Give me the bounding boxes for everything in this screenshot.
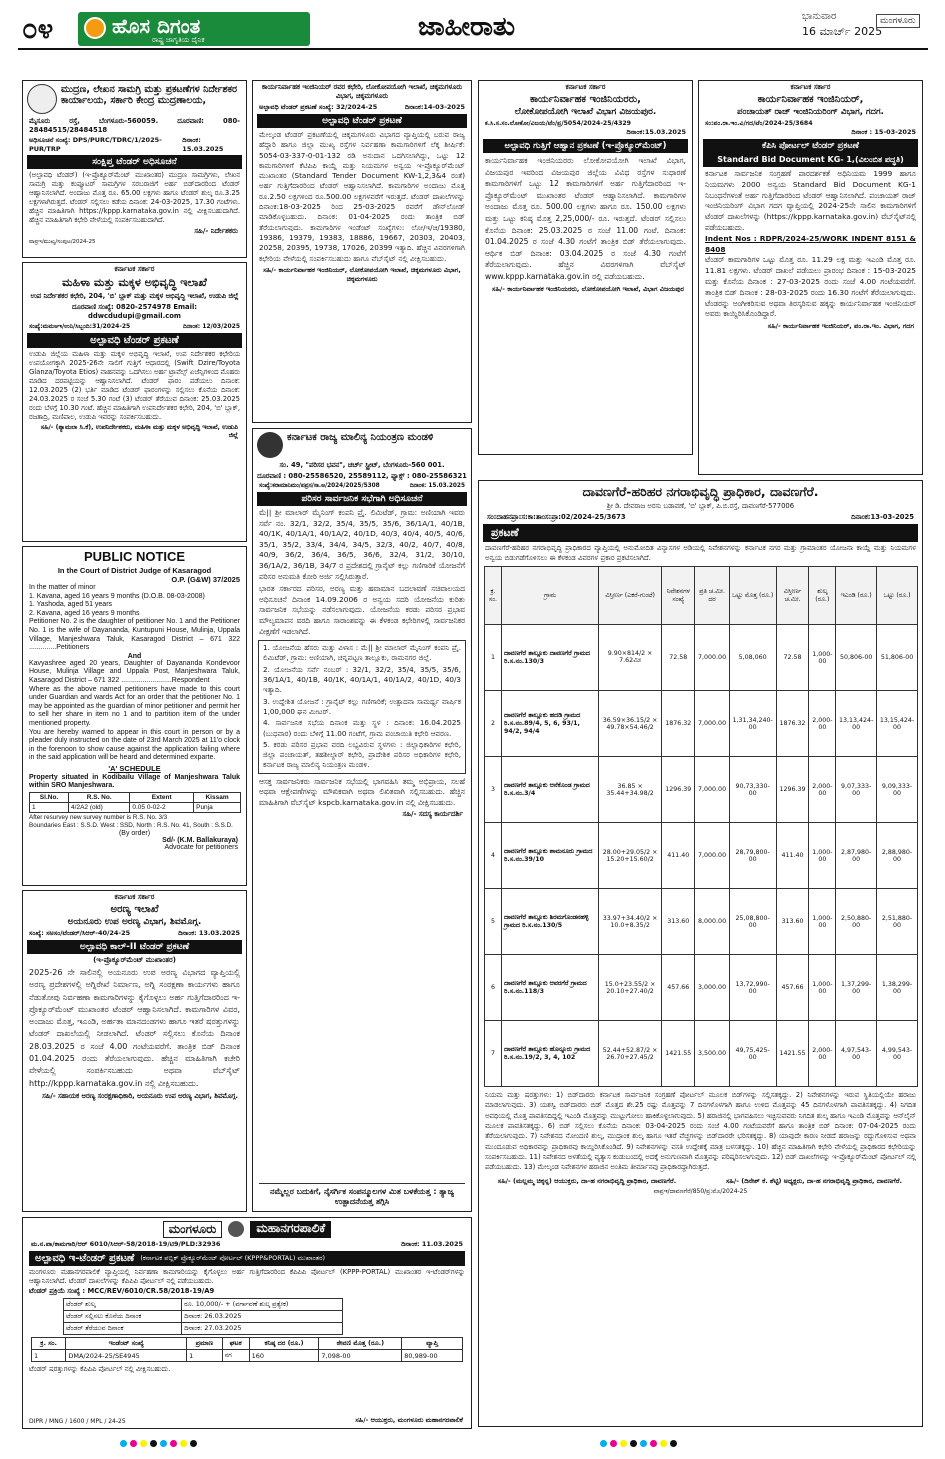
masthead: [18, 10, 928, 50]
ad-body: ಉಡುಪಿ ಜಿಲ್ಲೆಯ ಮಹಿಳಾ ಮತ್ತು ಮಕ್ಕಳ ಅಭಿವೃದ್ಧಿ ಇಲಾಖೆ, ಉಪ ನಿರ್ದೇಶಕರ ಕಛೇರಿಯ ಉಪಯೋಗಕ್ಕಾಗಿ 2025-26ನೇ ಸಾಲಿಗೆ ಗುತ್ತಿಗೆ ಆಧಾರದಲ್ಲಿ (Swift Dzire/Toyota Glanza/Toyota Etios) ವಾಹನವನ್ನು ಒದಗಿಸಲು ಅರ್ಹ ಟ್ರಾವೆಲ್ಸ್ ಏಜೆನ್ಸಿಗಳಿಂದ ಮೊಹರು ಮಾಡಿದ ದರಪಟ್ಟಿಯನ್ನು ಆಹ್ವಾನಿಸಲಾಗಿದೆ. ಟೆಂಡರ್ ಫಾರಂ ಪಡೆಯಲು ದಿನಾಂಕ: 12.03.2025 (2) ಭರ್ತಿ ಮಾಡಿದ ಟೆಂಡರ್ ಫಾರಂಗಳನ್ನು ಸಲ್ಲಿಸಲು ಕೊನೆಯ ದಿನಾಂಕ: 24.03.2025 ರ ಸಂಜೆ 5.30 ಗಂಟೆ (3) ಟೆಂಡರ್ ತೆರೆಯುವ ದಿನಾಂಕ: 25.03.2025 ರಂದು ಬೆಳಗ್ಗೆ 10.30 ಗಂಟೆ. ಹೆಚ್ಚಿನ ಮಾಹಿತಿಗಾಗಿ ಉಪನಿರ್ದೇಶಕರ ಕಛೇರಿ, 204, 'ಬಿ' ಬ್ಲಾಕ್, ರಜತಾದ್ರಿ, ಮಣಿಪಾಲ, ಉಡುಪಿ ಇವರನ್ನು ಸಂಪರ್ಕಿಸಬಹುದು.: [29, 350, 240, 421]
pwd-chikkamagaluru-tender-ad: [252, 80, 472, 423]
wcd-udupi-tender-ad: [22, 262, 247, 542]
table-cell: 2,87,980-00: [836, 823, 877, 889]
ad-ref: ಸಂ:ಪಂ.ರಾ.ಇಂ.ವಿ/ಗದ/ಟೆಂ/2024-25/3684: [705, 120, 813, 127]
notice-court: In the Court of District Judge of Kasaragod: [57, 566, 212, 575]
table-cell: 8,000.00: [695, 889, 729, 955]
table-cell: 1: [30, 803, 69, 813]
table-cell: 4/2A2 (old): [69, 803, 130, 813]
table-cell: 3,500.00: [695, 1021, 729, 1087]
logo-emblem-icon: [84, 17, 106, 39]
table-cell: 7,000.00: [695, 691, 729, 757]
ad-tagline: ನಮ್ಮೆಲ್ಲರ ಬದುಕಿಗೆ, ನೈಸರ್ಗಿಕ ಸಂಪನ್ಮೂಲಗಳ ಮಿತ ಬಳಕೆಯತ್ತ : ತ್ಯಾಜ್ಯ ಉತ್ಪಾದನೆಯತ್ತ ತಗ್ಗಿಸಿ: [259, 1183, 465, 1207]
table-header: ವ್ಯಾಪ್ತಿ: [402, 1338, 463, 1350]
table-cell: ರೂ. 10,000/- + (ವರ್ಗಾವಣೆ ಶುಲ್ಕ ಪ್ರತ್ಯೇಕ): [182, 1299, 343, 1311]
ad-ref: ಕ.ಸಿ.ಸ.ಸಂ.ಲೋಕೋ/ವಿಜಯ/ಟೆಂ/ಪ್ರ/5054/2024-25/4329: [485, 120, 631, 127]
table-cell: 160: [249, 1350, 319, 1362]
ad-heading: ಸಂಕ್ಷಿಪ್ತ ಟೆಂಡರ್ ಅಧಿಸೂಚನೆ: [27, 155, 242, 169]
ad-signature: ಸಹಿ/- (ಶ್ಯಾಮಲಾ ಸಿ.ಕೆ), ಉಪನಿರ್ದೇಶಕರು, ಮಹಿಳಾ ಮತ್ತು ಮಕ್ಕಳ ಅಭಿವೃದ್ಧಿ ಇಲಾಖೆ, ಉಡುಪಿ ಜಿಲ್ಲೆ: [40, 424, 238, 439]
ad-body: ಕರ್ನಾಟಕ ಸಾರ್ವಜನಿಕ ಸಂಗ್ರಹಣೆ ಪಾರದರ್ಶಕತೆ ಅಧಿನಿಯಮ 1999 ಹಾಗೂ ನಿಯಮಗಳು 2000 ಅನ್ವಯ Standard Bid Document KG-1 ನಿಬಂಧನೆಗಳಂತೆ ಅರ್ಹ ಗುತ್ತಿಗೆದಾರರಿಂದ ಟೆಂಡರ್ ಆಹ್ವಾನಿಸಲಾಗಿದೆ. ಪಂಚಾಯತ್ ರಾಜ್ ಇಂಜಿನಿಯರಿಂಗ್ ವಿಭಾಗ ಗದಗ ವ್ಯಾಪ್ತಿಯಲ್ಲಿ 2024-25ನೇ ಸಾಲಿನ ಕಾಮಗಾರಿಗಳಿಗೆ ಟೆಂಡರ್ ದಾಖಲೆಗಳನ್ನು (https://kppp.karnataka.gov.in) ವೆಬ್‌ಸೈಟ್‌ನಲ್ಲಿ ಪಡೆಯಬಹುದು.: [705, 169, 916, 232]
table-header: Sl.No.: [30, 793, 69, 803]
table-cell: 0.05 0-02-2: [130, 803, 194, 813]
table-cell: 1296.39: [776, 757, 809, 823]
table-cell: ದಾವಣಗೆರೆ ತಾಲ್ಲೂಕು ಶಿರಮಗೊಂಡನಹಳ್ಳಿ ಗ್ರಾಮದ ರಿ.ಸ.ನಂ.130/5: [502, 889, 599, 955]
table-cell: 6: [485, 955, 502, 1021]
ad-title: ದಾವಣಗೆರೆ-ಹರಿಹರ ನಗರಾಭಿವೃದ್ಧಿ ಪ್ರಾಧಿಕಾರ, ದಾವಣಗೆರೆ.: [582, 484, 819, 499]
table-cell: 13,15,424-00: [877, 691, 918, 757]
table-cell: 1: [32, 1350, 66, 1362]
table-cell: 80,989-00: [402, 1350, 463, 1362]
table-header: ಶುಲ್ಕ (ರೂ.): [809, 567, 836, 625]
table-cell: ದಾವಣಗೆರೆ ತಾಲ್ಲೂಕು ಆನೆಕೊಂಡ ಗ್ರಾಮದ ರಿ.ಸ.ನಂ.3/4: [502, 757, 599, 823]
ad-notes: ಟೆಂಡರ್ ಷರತ್ತುಗಳನ್ನು ಕೆಪಿಪಿಪಿ ಪೋರ್ಟಲ್ ನಲ್ಲಿ ವೀಕ್ಷಿಸಬಹುದು.: [29, 1365, 171, 1374]
table-row: [485, 691, 918, 757]
ad-intro: ದಾವಣಗೆರೆ-ಹರಿಹರ ನಗರಾಭಿವೃದ್ಧಿ ಪ್ರಾಧಿಕಾರದ ವ್ಯಾಪ್ತಿಯಲ್ಲಿ ಅನುಮೋದಿತ ವಿನ್ಯಾಸಗಳ ಅಡಿಯಲ್ಲಿ ನಿವೇಶನಗಳನ್ನು ಕರ್ನಾಟಕ ನಗರ ಮತ್ತು ಗ್ರಾಮಾಂತರ ಯೋಜನಾ ಕಾಯ್ದೆ ಮತ್ತು ನಿಯಮಗಳ ಅನ್ವಯ ಬಿಡುಗಡೆಗೊಳಿಸಲು ಈ ಕೆಳಕಂಡ ವಿವರಗಳ ಪ್ರಕಾರ ಪ್ರಕಟಿಸಲಾಗಿದೆ.: [485, 544, 916, 562]
ad-signature: ಸಹಿ/- ನಿರ್ದೇಶಕರು: [194, 227, 238, 235]
ad-ref: ಸಂಖ್ಯೆ: ಸಅಸಂ/ಟೆಂಡರ್/ಸಿಆರ್-40/24-25: [29, 929, 131, 937]
table-cell: 1,38,299-00: [877, 955, 918, 1021]
notice-advocate: Advocate for petitioners: [164, 844, 238, 852]
indent-table: [31, 1337, 463, 1362]
table-cell: 7,000.00: [695, 823, 729, 889]
ad-date: ದಿನಾಂಕ: 13.03.2025: [178, 929, 240, 937]
table-header: ಕನಿಷ್ಠ ದರ (ರೂ.): [249, 1338, 319, 1350]
table-cell: 52.44+52.87/2 × 26.70+27.45/2: [599, 1021, 662, 1087]
table-cell: 1876.32: [776, 691, 809, 757]
table-cell: 1,31,34,240-00: [729, 691, 776, 757]
ad-dept: ಪಂಚಾಯತ್ ರಾಜ್ ಇಂಜಿನಿಯರಿಂಗ್ ವಿಭಾಗ, ಗದಗ.: [737, 107, 884, 117]
edition-day: ಭಾನುವಾರ: [802, 11, 837, 22]
table-cell: 1: [187, 1350, 223, 1362]
ad-address: ಶ್ರೀ ಡಿ. ದೇವರಾಜ ಅರಸು ಬಡಾವಣೆ, 'ಬಿ' ಬ್ಲಾಕ್, ಪಿ.ಬಿ.ರಸ್ತೆ, ದಾವಣಗೆರೆ-577006: [606, 502, 795, 510]
table-header: ಗ್ರಾಮ: [502, 567, 599, 625]
ad-signature: ಸಹಿ/- ಸಹಾಯಕ ಅರಣ್ಯ ಸಂರಕ್ಷಣಾಧಿಕಾರಿ, ಅಯನೂರು ಉಪ ಅರಣ್ಯ ವಿಭಾಗ, ಶಿವಮೊಗ್ಗ.: [42, 1091, 238, 1100]
ad-gov-label: ಕರ್ನಾಟಕ ಸರ್ಕಾರ: [565, 83, 606, 91]
ad-terms: ನಿಯಮ ಮತ್ತು ಷರತ್ತುಗಳು: 1) ಬಿಡ್‌ದಾರರು ಕರ್ನಾಟಕ ಸಾರ್ವಜನಿಕ ಸಂಗ್ರಹಣೆ ಪೋರ್ಟಲ್ ಮೂಲಕ ಬಿಡ್‌ಗಳನ್ನು ಸಲ್ಲಿಸತಕ್ಕದ್ದು. 2) ನಿವೇಶನಗಳನ್ನು ಇರುವ ಸ್ಥಿತಿಯಲ್ಲಿಯೇ ಹರಾಜು ಮಾಡಲಾಗುವುದು. 3) ಯಶಸ್ವಿ ಬಿಡ್‌ದಾರರು ಬಿಡ್ ಮೊತ್ತದ ಶೇ.25 ರಷ್ಟು ಮೊತ್ತವನ್ನು 7 ದಿನಗಳೊಳಗಾಗಿ ಹಾಗೂ ಉಳಿದ ಮೊತ್ತವನ್ನು 45 ದಿನಗಳೊಳಗಾಗಿ ಪಾವತಿಸತಕ್ಕದ್ದು. 4) ನಿಗದಿತ ಅವಧಿಯಲ್ಲಿ ಮೊತ್ತ ಪಾವತಿಸದಿದ್ದಲ್ಲಿ ಇಎಂಡಿ ಮೊತ್ತವನ್ನು ಮುಟ್ಟುಗೋಲು ಹಾಕಿಕೊಳ್ಳಲಾಗುವುದು. 5) ಹರಾಜಿನಲ್ಲಿ ಭಾಗವಹಿಸಲು ಇಚ್ಛಿಸುವವರು ನಿಗದಿತ ಶುಲ್ಕ ಹಾಗೂ ಇಎಂಡಿ ಮೊತ್ತವನ್ನು ಆನ್‌ಲೈನ್ ಮೂಲಕ ಪಾವತಿಸತಕ್ಕದ್ದು. 6) ಬಿಡ್ ಸಲ್ಲಿಸಲು ಕೊನೆಯ ದಿನಾಂಕ: 03-04-2025 ರಂದು ಸಂಜೆ 4.00 ಗಂಟೆಯವರೆಗೆ ಹಾಗೂ ತಾಂತ್ರಿಕ ಬಿಡ್ ದಿನಾಂಕ: 07-04-2025 ರಂದು ತೆರೆಯಲಾಗುವುದು. 7) ನಿವೇಶನದ ನೋಂದಣಿ ಶುಲ್ಕ, ಮುದ್ರಾಂಕ ಶುಲ್ಕ ಹಾಗೂ ಇತರೆ ವೆಚ್ಚಗಳನ್ನು ಬಿಡ್‌ದಾರರೇ ಭರಿಸತಕ್ಕದ್ದು. 8) ಯಾವುದೇ ಕಾರಣ ನೀಡದೆ ಹರಾಜನ್ನು ರದ್ದುಗೊಳಿಸುವ ಅಥವಾ ಮುಂದೂಡುವ ಅಧಿಕಾರವನ್ನು ಪ್ರಾಧಿಕಾರವು ಕಾಯ್ದಿರಿಸಿಕೊಂಡಿದೆ. 9) ನಿವೇಶನಗಳನ್ನು ವಸತಿ ಉದ್ದೇಶಕ್ಕೆ ಮಾತ್ರ ಬಳಸತಕ್ಕದ್ದು. 10) ಹೆಚ್ಚಿನ ಮಾಹಿತಿಗಾಗಿ ಕಛೇರಿ ವೇಳೆಯಲ್ಲಿ ಪ್ರಾಧಿಕಾರದ ಕಛೇರಿಯನ್ನು ಸಂಪರ್ಕಿಸಬಹುದು. 11) ನಿವೇಶನದ ಅಳತೆಯಲ್ಲಿ ವ್ಯತ್ಯಾಸ ಕಂಡುಬಂದಲ್ಲಿ ಅದಕ್ಕೆ ಅನುಗುಣವಾಗಿ ಮೊತ್ತವನ್ನು ಪರಿಷ್ಕರಿಸಲಾಗುವುದು. 12) ಬಿಡ್ ದಾಖಲೆಗಳನ್ನು ಇ-ಪ್ರೊಕ್ಯೂರ್‌ಮೆಂಟ್ ಪೋರ್ಟಲ್ ನಲ್ಲಿ ಪಡೆಯಬಹುದು. 13) ಮೇಲ್ಕಂಡ ನಿವೇಶನಗಳ ಹರಾಜಿನ ಅಂತಿಮ ತೀರ್ಮಾನವು ಪ್ರಾಧಿಕಾರದ್ದಾಗಿರುತ್ತದೆ.: [485, 1091, 916, 1172]
table-header: R.S. No.: [69, 793, 130, 803]
notice-body-3: Where as the above named petitioners have made to this court under Guardian and wards Act for an order that the petitioner No. 1 may be appointed as the guardian of minor petitioner and permit her to sell her share in item no 1 and to partition item of the under mentioned property.: [29, 685, 240, 727]
ad-code: ವಾಪ್ರಇ/ದಾವಣಗೆರೆ/850/ಪ್ರ:ಮೊ/2024-25: [653, 1187, 748, 1195]
ad-subheading: Standard Bid Document KG- 1,(ವಿಲಂಬಿತ ಪದ್ಧತಿ): [703, 153, 918, 167]
table-cell: 1,000-00: [809, 889, 836, 955]
table-row: [485, 625, 918, 691]
ad-subheading: (ಕರ್ನಾಟಕ ಪಬ್ಲಿಕ್ ಪ್ರೊಕ್ಯೂರ್‌ಮೆಂಟ್ ಪೋರ್ಟಲ್ (KPPP&PORTAL) ಮುಖಾಂತರ): [140, 1254, 326, 1262]
page-number: ೦೪: [22, 12, 54, 45]
table-row: [64, 1311, 343, 1323]
ad-signature: ಸಹಿ/- ಕಾರ್ಯನಿರ್ವಾಹಕ ಇಂಜಿನಿಯರ್, ಲೋಕೋಪಯೋಗಿ ಇಲಾಖೆ, ಚಿಕ್ಕಮಗಳೂರು ವಿಭಾಗ, ಚಿಕ್ಕಮಗಳೂರು: [263, 265, 461, 283]
ad-heading: ಪರಿಸರ ಸಾರ್ವಜನಿಕ ಸಭೆಗಾಗಿ ಅಧಿಸೂಚನೆ: [257, 492, 467, 506]
table-cell: ದಿನಾಂಕ: 26.03.2025: [182, 1311, 343, 1323]
print-registration-marks: [120, 1440, 197, 1447]
ad-body-3: ಆಸಕ್ತ ಸಾರ್ವಜನಿಕರು ಸಾರ್ವಜನಿಕ ಸಭೆಯಲ್ಲಿ ಭಾಗವಹಿಸಿ ತಮ್ಮ ಅಭಿಪ್ರಾಯ, ಸಲಹೆ ಅಥವಾ ಆಕ್ಷೇಪಣೆಗಳನ್ನು ಮೌಖಿಕವಾಗಿ ಅಥವಾ ಲಿಖಿತವಾಗಿ ಸಲ್ಲಿಸಬಹುದು. ಹೆಚ್ಚಿನ ಮಾಹಿತಿಗಾಗಿ ವೆಬ್‌ಸೈಟ್ kspcb.karnataka.gov.in ನಲ್ಲಿ ವೀಕ್ಷಿಸಬಹುದು.: [259, 776, 465, 807]
table-row: [30, 803, 241, 813]
table-cell: 1296.39: [662, 757, 695, 823]
table-header: ಇಎಂಡಿ (ರೂ.): [836, 567, 877, 625]
ad-title: ಮಹಾನಗರಪಾಲಿಕೆ: [250, 1221, 331, 1238]
ad-signature-2: ಸಹಿ/- (ದಿನೇಶ್ ಕೆ. ಶೆಟ್ಟಿ) ಅಧ್ಯಕ್ಷರು, ದಾ-ಹ ನಗರಾಭಿವೃದ್ಧಿ ಪ್ರಾಧಿಕಾರ, ದಾವಣಗೆರೆ.: [725, 1176, 902, 1185]
dhuda-site-auction-ad: [478, 480, 923, 1427]
logo-subtitle: ರಾಷ್ಟ್ರ ಜಾಗೃತಿಯ ದೈನಿಕ: [152, 36, 205, 44]
ad-indent: Indent Nos : RDPR/2024-25/WORK_INDENT 8151 & 8408: [705, 233, 916, 254]
table-cell: 3,000.00: [695, 955, 729, 1021]
ad-ref: ಸಂ:ದಾಹನಪ್ರಾ:ಸ:ಕಾ:ತಾಂಸ:ಪ್ರಾ:02/2024-25/3673: [487, 513, 626, 521]
notice-party-1: 1. Kavana, aged 16 years 9 months (D.O.B. 08-03-2008): [29, 592, 205, 600]
table-cell: ದಾವಣಗೆರೆ ತಾಲ್ಲೂಕು ದಾವಣಗೆರೆ ಗ್ರಾಮದ ರಿ.ಸ.ನಂ.130/3: [502, 625, 599, 691]
table-row: [485, 823, 918, 889]
ad-body-1: ಮೆ|| ಶ್ರೀ ಮಾಲಾರ್ ಮೈನಿಂಗ್ ಕಂಪನಿ ಪ್ರೈ. ಲಿಮಿಟೆಡ್, ಗ್ರಾಮ: ಅಣಿಯಾಗಿ ಇವರು ಸರ್ವೆ ನಂ. 32/1, 32/2, 35/4, 35/5, 35/6, 36/1A/1, 40/1B, 40/1K, 40/1A/1, 40/1A/2, 40/1D, 40/3, 40/4, 40/5, 40/6, 35/1, 35/2, 33/4, 34/4, 34/5, 32/3, 40/2, 40/7, 40/8, 40/9, 36/2, 36/4, 36/5, 36/6, 32/4, 31/2, 30/10, 36/1A/2, 36/1B, 34/7 ರ ಪ್ರದೇಶದಲ್ಲಿ ಗ್ರಾನೈಟ್ ಕಲ್ಲು ಗಣಿಗಾರಿಕೆ ಯೋಜನೆಗೆ ಪರಿಸರ ಅನುಮತಿ ಕೋರಿ ಅರ್ಜಿ ಸಲ್ಲಿಸಿರುತ್ತಾರೆ.: [259, 508, 465, 581]
notice-op: O.P. (G&W) 37/2025: [171, 575, 240, 584]
logo-text: ಹೊಸ ದಿಗಂತ: [112, 14, 201, 38]
table-header: ಒಟ್ಟು ಮೊತ್ತ (ರೂ.): [729, 567, 776, 625]
table-row: [64, 1299, 343, 1311]
table-cell: 1421.55: [776, 1021, 809, 1087]
mcc-logo-icon: [228, 1221, 244, 1237]
ad-date: ದಿನಾಂಕ: 12/03/2025: [183, 323, 240, 330]
notice-matter: In the matter of minor: [29, 584, 96, 591]
table-cell: 72.58: [662, 625, 695, 691]
printing-dept-tender-ad: [22, 80, 247, 258]
ad-code: DIPR / MNG / 1600 / MPL / 24-25: [29, 1418, 126, 1425]
ad-gov-label: ಕರ್ನಾಟಕ ಸರ್ಕಾರ: [114, 265, 155, 273]
table-header: Kissam: [194, 793, 241, 803]
ad-body: ಕಾರ್ಯನಿರ್ವಾಹಕ ಇಂಜಿನಿಯರರು ಲೋಕೋಪಯೋಗಿ ಇಲಾಖೆ ವಿಭಾಗ, ವಿಜಯಪುರ ಇವರಿಂದ ವಿಜಯಪುರ ಜಿಲ್ಲೆಯ ವಿವಿಧ ರಸ್ತೆಗಳ ಸುಧಾರಣೆ ಕಾಮಗಾರಿಗಳಿಗೆ ಒಟ್ಟು 12 ಕಾಮಗಾರಿಗಳಿಗೆ ಅರ್ಹ ಗುತ್ತಿಗೆದಾರರಿಂದ ಇ-ಪ್ರೊಕ್ಯೂರ್‌ಮೆಂಟ್ ಮುಖಾಂತರ ಟೆಂಡರ್ ಆಹ್ವಾನಿಸಲಾಗಿದೆ. ಕಾಮಗಾರಿಗಳ ಅಂದಾಜು ಮೊತ್ತ ರೂ. 500.00 ಲಕ್ಷಗಳು ಹಾಗೂ ರೂ. 150.00 ಲಕ್ಷಗಳು ಮತ್ತು ಒಟ್ಟು ಕನಿಷ್ಠ ಮೊತ್ತ 2,25,000/- ರೂ. ಇರುತ್ತದೆ. ಟೆಂಡರ್ ಸಲ್ಲಿಸಲು ಕೊನೆಯ ದಿನಾಂಕ: 25.03.2025 ರ ಸಂಜೆ 11.00 ಗಂಟೆ. ದಿನಾಂಕ: 01.04.2025 ರ ಸಂಜೆ 4.30 ಗಂಟೆಗೆ ತಾಂತ್ರಿಕ ಬಿಡ್ ತೆರೆಯಲಾಗುವುದು. ಆರ್ಥಿಕ ಬಿಡ್ ದಿನಾಂಕ: 03.04.2025 ರ ಸಂಜೆ 4.30 ಗಂಟೆಗೆ ತೆರೆಯಲಾಗುವುದು. ಹೆಚ್ಚಿನ ವಿವರಗಳಿಗಾಗಿ ವೆಬ್‌ಸೈಟ್ www.kppp.karnataka.gov.in ರಲ್ಲಿ ಪಡೆಯಬಹುದು.: [485, 156, 686, 281]
table-header: ವಿಸ್ತೀರ್ಣ (ಎಕರೆ-ಗುಂಟೆ): [599, 567, 662, 625]
forest-dept-tender-ad: [22, 890, 247, 1212]
ad-office: ಕಾರ್ಯನಿರ್ವಾಹಕ ಇಂಜಿನಿಯರ್ ರವರ ಕಛೇರಿ, ಲೋಕೋಪಯೋಗಿ ಇಲಾಖೆ, ಚಿಕ್ಕಮಗಳೂರು ವಿಭಾಗ, ಚಿಕ್ಕಮಗಳೂರು: [261, 83, 463, 100]
table-cell: 1876.32: [662, 691, 695, 757]
ad-city: ಮಂಗಳೂರು: [163, 1221, 223, 1238]
table-cell: ಟೆಂಡರ್ ತೆರೆಯುವ ದಿನಾಂಕ: [64, 1323, 182, 1335]
table-cell: 4,97,543-00: [836, 1021, 877, 1087]
ad-title: ಮಹಿಳಾ ಮತ್ತು ಮಕ್ಕಳ ಅಭಿವೃದ್ಧಿ ಇಲಾಖೆ: [62, 276, 207, 289]
table-cell: 49,75,425-00: [729, 1021, 776, 1087]
section-title: ಜಾಹೀರಾತು: [418, 12, 515, 42]
ad-date: ದಿನಾಂಕ: 11.03.2025: [401, 1240, 463, 1248]
ad-gov-label: ಕರ್ನಾಟಕ ಸರ್ಕಾರ: [790, 83, 831, 91]
list-item: 4. ಸಾರ್ವಜನಿಕ ಸಭೆಯ ದಿನಾಂಕ ಮತ್ತು ಸ್ಥಳ : ದಿನಾಂಕ: 16.04.2025 (ಬುಧವಾರ) ರಂದು ಬೆಳಿಗ್ಗೆ 11.00 ಗಂಟೆಗೆ, ಗ್ರಾಮ ಪಂಚಾಯಿತಿ ಕಛೇರಿ ಆವರಣ.: [263, 718, 461, 738]
table-header: ನಿವೇಶನಗಳ ಸಂಖ್ಯೆ: [662, 567, 695, 625]
ad-body: 2025-26 ನೇ ಸಾಲಿನಲ್ಲಿ ಅಯನೂರು ಉಪ ಅರಣ್ಯ ವಿಭಾಗದ ವ್ಯಾಪ್ತಿಯಲ್ಲಿ ಅರಣ್ಯ ಪ್ರದೇಶಗಳಲ್ಲಿ ಅಗ್ನಿರೇಖೆ ನಿರ್ಮಾಣ, ಅಗ್ನಿ ಸಂರಕ್ಷಣಾ ಕಾರ್ಯಗಳು ಹಾಗೂ ನೆಡುತೋಪು ನಿರ್ವಹಣಾ ಕಾಮಗಾರಿಗಳನ್ನು ಕೈಗೊಳ್ಳಲು ಅರ್ಹ ಗುತ್ತಿಗೆದಾರರಿಂದ ಇ-ಪ್ರೊಕ್ಯೂರ್‌ಮೆಂಟ್ ಮುಖಾಂತರ ಟೆಂಡರ್ ಆಹ್ವಾನಿಸಲಾಗಿದೆ. ಕಾಮಗಾರಿಗಳ ವಿವರ, ಅಂದಾಜು ಮೊತ್ತ, ಇಎಂಡಿ, ಅರ್ಹತಾ ಮಾನದಂಡಗಳು ಹಾಗೂ ಇತರೆ ಷರತ್ತುಗಳನ್ನು ಟೆಂಡರ್ ದಾಖಲೆಯಲ್ಲಿ ನೀಡಲಾಗಿದೆ. ಟೆಂಡರ್ ಸಲ್ಲಿಸಲು ಕೊನೆಯ ದಿನಾಂಕ 28.03.2025 ರ ಸಂಜೆ 4.00 ಗಂಟೆಯವರೆಗೆ. ತಾಂತ್ರಿಕ ಬಿಡ್ ದಿನಾಂಕ 01.04.2025 ರಂದು ತೆರೆಯಲಾಗುವುದು. ಹೆಚ್ಚಿನ ಮಾಹಿತಿಗಾಗಿ ಕಚೇರಿ ವೇಳೆಯಲ್ಲಿ ಸಂಪರ್ಕಿಸಬಹುದು ಅಥವಾ ವೆಬ್‌ಸೈಟ್ http://kppp.karnataka.gov.in ನಲ್ಲಿ ವೀಕ್ಷಿಸಬಹುದು.: [29, 968, 240, 1088]
site-table: [484, 566, 918, 1087]
table-cell: ದಾವಣಗೆರೆ ತಾಲ್ಲೂಕು ಶಾಮನೂರು ಗ್ರಾಮದ ರಿ.ಸ.ನಂ.39/10: [502, 823, 599, 889]
ad-dept: ಲೋಕೋಪಯೋಗಿ ಇಲಾಖೆ ವಿಭಾಗ ವಿಜಯಪುರ.: [514, 107, 657, 117]
ad-heading: ಪ್ರಕಟಣೆ: [483, 524, 918, 542]
ad-date: ದಿನಾಂಕ:14-03-2025: [404, 103, 465, 111]
table-cell: 3: [485, 757, 502, 823]
table-cell: 7,000.00: [695, 757, 729, 823]
table-cell: 411.40: [662, 823, 695, 889]
table-cell: 457.66: [776, 955, 809, 1021]
notice-order: (By order): [118, 830, 151, 838]
ad-date: ದಿನಾಂಕ:13-03-2025: [851, 513, 914, 521]
table-cell: DMA/2024-25/SE4945: [66, 1350, 187, 1362]
table-cell: 1,000-00: [809, 625, 836, 691]
ad-title: ಕಾರ್ಯನಿರ್ವಾಹಕ ಇಂಜಿನಿಯರ್,: [757, 94, 864, 105]
table-cell: 2,000-00: [809, 1021, 836, 1087]
table-cell: ಟೆಂಡರ್ ಸಲ್ಲಿಸಲು ಕೊನೆಯ ದಿನಾಂಕ: [64, 1311, 182, 1323]
table-header: ಇಂಡೆಂಟ್ ಸಂಖ್ಯೆ: [66, 1338, 187, 1350]
print-registration-marks: [600, 1440, 677, 1447]
table-cell: 2,88,980-00: [877, 823, 918, 889]
list-item: 1. ಯೋಜನೆಯ ಹೆಸರು ಮತ್ತು ವಿಳಾಸ : ಮೆ|| ಶ್ರೀ ಮಾಲಾರ್ ಮೈನಿಂಗ್ ಕಂಪನಿ ಪ್ರೈ. ಲಿಮಿಟೆಡ್, ಗ್ರಾಮ: ಅಣಿಯಾಗಿ, ಚನ್ನಪಟ್ಟಣ ತಾಲ್ಲೂಕು, ರಾಮನಗರ ಜಿಲ್ಲೆ.: [263, 643, 461, 663]
table-header: ಕ್ರ. ಸಂ.: [32, 1338, 66, 1350]
table-cell: 25,08,800-00: [729, 889, 776, 955]
ad-heading: ಅಲ್ಪಾವಧಿ ಟೆಂಡರ್ ಪ್ರಕಟಣೆ: [257, 114, 467, 128]
ad-body: (ಅಲ್ಪಾವಧಿ ಟೆಂಡರ್) (ಇ-ಪ್ರೊಕ್ಯೂರ್‌ಮೆಂಟ್ ಮುಖಾಂತರ) ಮುದ್ರಣ ಸಾಮಗ್ರಿಗಳು, ಲೇಖನ ಸಾಮಗ್ರಿ ಮತ್ತು ಕಂಪ್ಯೂಟರ್ ಸಾಮಗ್ರಿಗಳ ಸರಬರಾಜಿಗೆ ಅರ್ಹ ಬಿಡ್‌ದಾರರಿಂದ ಟೆಂಡರ್ ಆಹ್ವಾನಿಸಲಾಗಿದೆ. ಅಂದಾಜು ಮೊತ್ತ ರೂ. 65.00 ಲಕ್ಷಗಳು ಹಾಗೂ ಟೆಂಡರ್ ಶುಲ್ಕ ರೂ.3.25 ಲಕ್ಷಗಳಾಗಿರುತ್ತದೆ. ಟೆಂಡರ್ ಸಲ್ಲಿಸಲು ಕಡೆಯ ದಿನಾಂಕ: 24-03-2025, 17.30 ಗಂಟೆಗಳು. ಹೆಚ್ಚಿನ ಮಾಹಿತಿಗಾಗಿ https://kppp.karnataka.gov.in ನಲ್ಲಿ ವೀಕ್ಷಿಸಬಹುದಾಗಿದೆ. ಹೆಚ್ಚಿನ ಮಾಹಿತಿಗಾಗಿ ಕಛೇರಿ ವೇಳೆಯಲ್ಲಿ ಸಂಪರ್ಕಿಸಬಹುದಾಗಿದೆ.: [29, 171, 240, 224]
table-cell: Punja: [194, 803, 241, 813]
ad-body: ಮಂಗಳೂರು ಮಹಾನಗರಪಾಲಿಕೆ ವ್ಯಾಪ್ತಿಯಲ್ಲಿ ನಿರ್ವಹಣಾ ಕಾಮಗಾರಿಯನ್ನು ಕೈಗೊಳ್ಳಲು ಅರ್ಹ ಗುತ್ತಿಗೆದಾರರಿಂದ ಕೆಪಿಪಿಪಿ ಪೋರ್ಟಲ್ (KPPP-PORTAL) ಮುಖಾಂತರ ಇ-ಟೆಂಡರ್‌ಗಳನ್ನು ಆಹ್ವಾನಿಸಲಾಗಿದೆ. ಟೆಂಡರ್ ದಾಖಲೆಗಳನ್ನು ಕೆಪಿಪಿಪಿ ಪೋರ್ಟಲ್ ನಲ್ಲಿ ಪಡೆಯಬಹುದು.: [29, 1268, 465, 1285]
table-cell: 4: [485, 823, 502, 889]
list-item: 3. ಉದ್ದೇಶಿತ ಯೋಜನೆ : ಗ್ರಾನೈಟ್ ಕಲ್ಲು ಗಣಿಗಾರಿಕೆ; ಉತ್ಪಾದನಾ ಸಾಮರ್ಥ್ಯ ವಾರ್ಷಿಕ 1,00,000 ಘನ ಮೀಟರ್.: [263, 696, 461, 716]
ad-signature-1: ಸಹಿ/- (ಮಲ್ಲಮ್ಮ ಚಿಕ್ಕನ್ನ) ಆಯುಕ್ತರು, ದಾ-ಹ ನಗರಾಭಿವೃದ್ಧಿ ಪ್ರಾಧಿಕಾರ, ದಾವಣಗೆರೆ.: [497, 1176, 677, 1185]
table-cell: 33.97+34.40/2 × 10.0+8.35/2: [599, 889, 662, 955]
ad-heading: ಅಲ್ಪಾವಧಿ ಟೆಂಡರ್ ಪ್ರಕಟಣೆ: [27, 333, 242, 348]
table-row: [64, 1323, 343, 1335]
kspcb-logo-icon: [257, 432, 283, 458]
mcc-etender-ad: [22, 1217, 472, 1429]
edition-city: ಮಂಗಳೂರು: [876, 14, 920, 28]
ad-phone: ದೂರವಾಣಿ ಸಂಖ್ಯೆ: 0820-2574978 Email: ddwcdudupi@gmail.com: [71, 303, 198, 320]
table-cell: ದಾವಣಗೆರೆ ತಾಲ್ಲೂಕು ಆವರಗೆರೆ ಗ್ರಾಮದ ರಿ.ಸ.ನಂ.118/3: [502, 955, 599, 1021]
table-cell: 50,806-00: [836, 625, 877, 691]
table-cell: 457.66: [662, 955, 695, 1021]
ad-signature: ಸಹಿ/- ಕಾರ್ಯನಿರ್ವಾಹಕ ಇಂಜಿನಿಯರರು, ಲೋಕೋಪಯೋಗಿ ಇಲಾಖೆ, ವಿಭಾಗ ವಿಜಯಪುರ: [492, 284, 684, 293]
table-cell: 1,000-00: [809, 823, 836, 889]
gov-emblem-icon: [27, 84, 57, 114]
table-cell: 313.60: [662, 889, 695, 955]
notice-boundaries: Boundaries East : S.S.D. West : SSD, North : R.S. No. 41, South : S.S.D.: [29, 822, 233, 830]
table-cell: ಟೆಂಡರ್ ಶುಲ್ಕ: [64, 1299, 182, 1311]
ad-code: ವಾಪ್ರಇ/ಮುಖ್ಯ/ಸಂಪುಟ/2024-25: [29, 239, 96, 245]
ad-title: ಕರ್ನಾಟಕ ರಾಜ್ಯ ಮಾಲಿನ್ಯ ನಿಯಂತ್ರಣ ಮಂಡಳಿ: [287, 432, 434, 443]
table-cell: 72.58: [776, 625, 809, 691]
notice-body-2: Kavyashree aged 20 years, Daughter of Dayananda Kondevoor House, Mulinja Village and Uppala Post, Manjeshwara Taluk, Kasaragod District – 671 322 ..........................Respondent: [29, 659, 240, 684]
table-row: [485, 889, 918, 955]
ad-tender-no: ಟೆಂಡರ್ ಪ್ರಕ್ರಿಯೆ ಸಂಖ್ಯೆ : MCC/REV/6010/CR.58/2018-19/A9: [29, 1287, 215, 1295]
notice-signature: Sd/- (K.M. Ballakuraya): [162, 837, 238, 845]
ad-subheading: (ಇ-ಪ್ರೊಕ್ಯೂರ್‌ಮೆಂಟ್ ಮುಖಾಂತರ): [93, 956, 176, 964]
table-cell: 36.85 × 35.44+34.98/2: [599, 757, 662, 823]
list-item: 5. ಕರಡು ಪರಿಸರ ಪ್ರಭಾವ ವರದಿ ಲಭ್ಯವಿರುವ ಸ್ಥಳಗಳು : ಜಿಲ್ಲಾಧಿಕಾರಿಗಳ ಕಛೇರಿ, ಜಿಲ್ಲಾ ಪಂಚಾಯತ್, ತಹಶೀಲ್ದಾರ್ ಕಛೇರಿ, ಪ್ರಾದೇಶಿಕ ಪರಿಸರ ಅಧಿಕಾರಿಗಳ ಕಛೇರಿ, ಕರ್ನಾಟಕ ರಾಜ್ಯ ಮಾಲಿನ್ಯ ನಿಯಂತ್ರಣ ಮಂಡಳಿ.: [263, 739, 461, 770]
table-cell: 15.0+23.55/2 × 20.10+27.40/2: [599, 955, 662, 1021]
table-cell: 2,000-00: [809, 691, 836, 757]
table-header: ಪ್ರಮಾಣ: [187, 1338, 223, 1350]
table-cell: 28.00+29.05/2 × 15.20+15.60/2: [599, 823, 662, 889]
public-notice: [22, 546, 247, 886]
ad-heading: ಅಲ್ಪಾವಧಿ ಗುತ್ತಿಗೆ ಆಹ್ವಾನ ಪ್ರಕಟಣೆ (ಇ-ಪ್ರೊಕ್ಯೂರ್‌ಮೆಂಟ್): [483, 139, 688, 153]
notice-schedule: 'A' SCHEDULE: [108, 763, 161, 773]
table-cell: 4,99,543-00: [877, 1021, 918, 1087]
table-cell: 2,51,880-00: [877, 889, 918, 955]
list-item: 2. ಯೋಜನೆಯ ಸರ್ವೆ ನಂಬರ್ : 32/1, 32/2, 35/4, 35/5, 35/6, 36/1A/1, 40/1B, 40/1K, 40/1A/1, 40/1A/2, 40/1D, 40/3 ಇತ್ಯಾದಿ.: [263, 664, 461, 695]
ad-title: ಅರಣ್ಯ ಇಲಾಖೆ: [110, 904, 159, 915]
ad-signature: ಸಹಿ/- ಸದಸ್ಯ ಕಾರ್ಯದರ್ಶಿ: [402, 810, 463, 819]
schedule-table: [29, 792, 241, 813]
ad-ref: ಅಲ್ಪಾವಧಿ ಟೆಂಡರ್ ಪ್ರಕಟಣೆ ಸಂಖ್ಯೆ: 32/2024-25: [259, 103, 378, 111]
table-header: ಪ್ರತಿ ಚ.ಮೀ. ದರ: [695, 567, 729, 625]
table-cell: 13,13,424-00: [836, 691, 877, 757]
table-cell: 9,07,333-00: [836, 757, 877, 823]
table-cell: 1,37,299-00: [836, 955, 877, 1021]
ad-ref: ಅಧಿಸೂಚನೆ ಸಂಖ್ಯೆ: DPS/PURC/TDRC/1/2025-PUR/TRP: [29, 136, 162, 153]
ad-body: ಮೇಲ್ಕಂಡ ಟೆಂಡರ್ ಪ್ರಕಟಣೆಯಲ್ಲಿ ಚಿಕ್ಕಮಗಳೂರು ವಿಭಾಗದ ವ್ಯಾಪ್ತಿಯಲ್ಲಿ ಬರುವ ರಾಜ್ಯ ಹೆದ್ದಾರಿ ಹಾಗೂ ಜಿಲ್ಲಾ ಮುಖ್ಯ ರಸ್ತೆಗಳ ನಿರ್ವಹಣಾ ಕಾಮಗಾರಿಗಳಿಗೆ ಲೆಕ್ಕ ಶೀರ್ಷಿಕೆ: 5054-03-337-0-01-132 ರಡಿ ಅನುದಾನ ಒದಗಿಸಲಾಗಿದ್ದು, ಒಟ್ಟು 12 ಕಾಮಗಾರಿಗಳಿಗೆ ಕೆಟಿಪಿಪಿ ಕಾಯ್ದೆ ಮತ್ತು ನಿಯಮಗಳ ಅನ್ವಯ ಇ-ಪ್ರೊಕ್ಯೂರ್‌ಮೆಂಟ್ ಮುಖಾಂತರ (Standard Tender Document KW-1,2,3&4 ರಂತೆ) ಅರ್ಹ ಗುತ್ತಿಗೆದಾರರಿಂದ ಟೆಂಡರ್ ಆಹ್ವಾನಿಸಲಾಗಿದೆ. ಕಾಮಗಾರಿಗಳ ಅಂದಾಜು ಮೊತ್ತ ರೂ.2.50 ಲಕ್ಷಗಳಿಂದ ರೂ.500.00 ಲಕ್ಷಗಳವರೆಗೆ ಇರುತ್ತದೆ. ಟೆಂಡರ್ ದಾಖಲೆಗಳನ್ನು ದಿನಾಂಕ:18-03-2025 ರಿಂದ 25-03-2025 ರವರೆಗೆ ಡೌನ್‌ಲೋಡ್ ಮಾಡಿಕೊಳ್ಳಬಹುದು. ದಿನಾಂಕ: 01-04-2025 ರಂದು ತಾಂತ್ರಿಕ ಬಿಡ್ ತೆರೆಯಲಾಗುವುದು. ಕಾಮಗಾರಿಗಳ ಇಂಡೆಂಟ್ ಸಂಖ್ಯೆಗಳು: ಲೋ/ಇ/ಚಿ/19380, 19386, 19379, 19383, 18886, 19667, 20303, 20403, 20258, 20395, 19738, 17026, 20399 ಇತ್ಯಾದಿ. ಹೆಚ್ಚಿನ ವಿವರಗಳಿಗಾಗಿ ಕಛೇರಿಯ ವೇಳೆಯಲ್ಲಿ ಸಂಪರ್ಕಿಸಬಹುದು ಹಾಗೂ ವೆಬ್‌ಸೈಟ್ ನಲ್ಲಿ ವೀಕ್ಷಿಸಬಹುದು.: [259, 130, 465, 263]
ad-address: ಮೈಸೂರು ರಸ್ತೆ, ಬೆಂಗಳೂರು-560059. ದೂರವಾಣಿ: 080-28484515/28484518: [29, 117, 240, 134]
notice-body-1: Petitioner No. 2 is the daughter of petitioner No. 1 and the Petitioner No. 1 is the wife of Dayananda, Kuntupuni House, Mulinja, Uppala Village, Manjeshwara Taluk, Kasaragod District – 671 322 ..............Petitioners: [29, 618, 240, 652]
table-cell: 7: [485, 1021, 502, 1087]
ad-ref: ಸಂಖ್ಯೆ:ಕರಾಮಾನಿಮಂ/ಪಪ್ರಸ/ಸಾ.ಅ/2024/2025/5308: [259, 483, 380, 489]
ad-ref: ಸಂಖ್ಯೆ:ಮಮಅಇ/ಉನಿ/ಸಿಬ್ಬಂದಿ:31/2024-25: [29, 323, 131, 330]
table-cell: 13,72,990-00: [729, 955, 776, 1021]
ad-office: ಉಪ ನಿರ್ದೇಶಕರ ಕಛೇರಿ, 204, 'ಬಿ' ಬ್ಲಾಕ್ ಮತ್ತು ಮಕ್ಕಳ ಅಭಿವೃದ್ಧಿ ಇಲಾಖೆ, ಉಡುಪಿ ಜಿಲ್ಲೆ: [30, 292, 239, 300]
table-cell: 2,000-00: [809, 757, 836, 823]
ad-body-2: ಭಾರತ ಸರ್ಕಾರದ ಪರಿಸರ, ಅರಣ್ಯ ಮತ್ತು ಹವಾಮಾನ ಬದಲಾವಣೆ ಸಚಿವಾಲಯದ ಅಧಿಸೂಚನೆ ದಿನಾಂಕ 14.09.2006 ರ ಅನ್ವಯ ಸದರಿ ಯೋಜನೆಯ ಕುರಿತು ಸಾರ್ವಜನಿಕ ಸಭೆಯನ್ನು ನಡೆಸಲಾಗುವುದು. ಯೋಜನೆಯ ಕರಡು ಪರಿಸರ ಪ್ರಭಾವ ಮೌಲ್ಯಮಾಪನ ವರದಿ ಹಾಗೂ ಸಾರಾಂಶವನ್ನು ಈ ಕೆಳಕಂಡ ಕಛೇರಿಗಳಲ್ಲಿ ಸಾರ್ವಜನಿಕರ ವೀಕ್ಷಣೆಗೆ ಇಡಲಾಗಿದೆ.: [259, 584, 465, 636]
ad-date: ದಿನಾಂಕ: 15.03.2025: [182, 136, 224, 153]
ad-title: ಕಾರ್ಯನಿರ್ವಾಹಕ ಇಂಜಿನಿಯರರು,: [529, 94, 641, 105]
kspcb-public-hearing-ad: [252, 428, 472, 1212]
notice-party-3: 2. Kavana, aged 16 years 9 months: [29, 609, 140, 617]
ad-date: ದಿನಾಂಕ:15.03.2025: [626, 128, 686, 136]
table-cell: 2: [485, 691, 502, 757]
table-header: ವಿಸ್ತೀರ್ಣ ಚ.ಮೀ.: [776, 567, 809, 625]
ad-gov-label: ಕರ್ನಾಟಕ ಸರ್ಕಾರ: [114, 893, 155, 901]
ad-heading: ಕೆಪಿಸಿ ಪೋರ್ಟಲ್ ಟೆಂಡರ್ ಪ್ರಕಟಣೆ: [703, 139, 918, 153]
notice-property: Property situated in Kodibailu Village of Manjeshwara Taluk within SRO Manjeshwara.: [29, 773, 240, 790]
table-cell: 90,73,330-00: [729, 757, 776, 823]
table-header: Extent: [130, 793, 194, 803]
table-row: [32, 1350, 463, 1362]
ad-body-2: ಟೆಂಡರ್ ಕಾಮಗಾರಿಗಳ ಒಟ್ಟು ಮೊತ್ತ ರೂ. 11.29 ಲಕ್ಷ ಮತ್ತು ಇಎಂಡಿ ಮೊತ್ತ ರೂ. 11.81 ಲಕ್ಷಗಳು. ಟೆಂಡರ್ ದಾಖಲೆ ಪಡೆಯಲು ಪ್ರಾರಂಭ ದಿನಾಂಕ : 15-03-2025 ಮತ್ತು ಕೊನೆಯ ದಿನಾಂಕ : 27-03-2025 ರಂದು ಸಂಜೆ 4.00 ಗಂಟೆಯವರೆಗೆ. ತಾಂತ್ರಿಕ ಬಿಡ್ ದಿನಾಂಕ : 28-03-2025 ರಂದು 16.30 ಗಂಟೆಗೆ ತೆರೆಯಲಾಗುವುದು. ಟೆಂಡರನ್ನು ಅಂಗೀಕರಿಸುವ ಅಥವಾ ತಿರಸ್ಕರಿಸುವ ಹಕ್ಕನ್ನು ಕಾರ್ಯನಿರ್ವಾಹಕ ಇಂಜಿನಿಯರ್ ಅವರು ಕಾಯ್ದಿರಿಸಿಕೊಂಡಿದ್ದಾರೆ.: [705, 255, 916, 319]
table-cell: 5: [485, 889, 502, 955]
ad-heading: ಅಲ್ಪಾವಧಿ ಕಾಲ್-II ಟೆಂಡರ್ ಪ್ರಕಟಣೆ: [27, 940, 242, 954]
notice-resurvey: After resurvey new survey number is R.S. No. 3/3: [29, 814, 168, 822]
edition-date: 16 ಮಾರ್ಚ್ 2025: [802, 25, 883, 38]
fees-table: [63, 1298, 343, 1335]
newspaper-logo: [78, 12, 310, 46]
table-header: ಠೇವಣಿ ಮೊತ್ತ (ರೂ.): [319, 1338, 402, 1350]
table-cell: 28,79,800-00: [729, 823, 776, 889]
table-header: ಕ್ರ. ಸಂ.: [485, 567, 502, 625]
table-cell: 5,08,060: [729, 625, 776, 691]
ad-address: ಸಂ. 49, "ಪರಿಸರ ಭವನ", ಚರ್ಚ್ ಸ್ಟ್ರೀಟ್, ಬೆಂಗಳೂರು-560 001.: [279, 461, 445, 469]
table-header: ಘಟಕ: [222, 1338, 249, 1350]
table-cell: 1421.55: [662, 1021, 695, 1087]
table-header-row: [485, 567, 918, 625]
notice-and: And: [127, 652, 142, 660]
table-cell: ದಾವಣಗೆರೆ ತಾಲ್ಲೂಕು ಹೊನ್ನೂರು ಗ್ರಾಮದ ರಿ.ಸ.ನಂ.19/2, 3, 4, 102: [502, 1021, 599, 1087]
table-cell: 1: [485, 625, 502, 691]
table-row: [485, 955, 918, 1021]
ad-signature: ಸಹಿ/- ಕಾರ್ಯನಿರ್ವಾಹಕ ಇಂಜಿನಿಯರ್, ಪಂ.ರಾ.ಇಂ. ವಿಭಾಗ, ಗದಗ: [767, 322, 914, 331]
ad-ref: ಮ.ನ.ಪಾ/ಕಾಮಗಾರಿ/ಆರ್ 6010/ಸಿಆರ್-58/2018-19/ಟಿ9/PLD:32936: [31, 1240, 221, 1248]
ad-signature: ಸಹಿ/- ಆಯುಕ್ತರು, ಮಂಗಳೂರು ಮಹಾನಗರಪಾಲಿಕೆ: [355, 1416, 463, 1424]
notice-title: PUBLIC NOTICE: [83, 549, 186, 564]
ad-date: ದಿನಾಂಕ : 15-03-2025: [851, 128, 916, 136]
table-cell: 9,09,333-00: [877, 757, 918, 823]
table-cell: 411.40: [776, 823, 809, 889]
ad-phone: ದೂರವಾಣಿ : 080-25586520, 25589112, ಫ್ಯಾಕ್ಸ್ : 080-25586321: [257, 472, 467, 480]
table-cell: 36.59×36.15/2 × 49.78×54.46/2: [599, 691, 662, 757]
table-row: [485, 757, 918, 823]
ad-office: ಅಯನೂರು ಉಪ ಅರಣ್ಯ ವಿಭಾಗ, ಶಿವಮೊಗ್ಗ.: [67, 917, 202, 927]
table-row: [485, 1021, 918, 1087]
ad-date: ದಿನಾಂಕ: 15.03.2025: [409, 483, 465, 489]
table-cell: 7,000.00: [695, 625, 729, 691]
table-cell: 9.90×814/2 × 7.62ಮೀ: [599, 625, 662, 691]
table-cell: ದಿನಾಂಕ: 27.03.2025: [182, 1323, 343, 1335]
table-cell: 2,50,880-00: [836, 889, 877, 955]
notice-party-2: 1. Yashoda, aged 51 years: [29, 601, 113, 609]
table-cell: 51,806-00: [877, 625, 918, 691]
table-header: ಒಟ್ಟು (ರೂ.): [877, 567, 918, 625]
pred-gadag-tender-ad: [698, 80, 923, 475]
table-cell: 313.60: [776, 889, 809, 955]
table-cell: ನಗ: [222, 1350, 249, 1362]
pwd-vijayapura-tender-ad: [478, 80, 693, 455]
table-cell: 1,000-00: [809, 955, 836, 1021]
table-cell: ದಾವಣಗೆರೆ ತಾಲ್ಲೂಕು ಹದಡಿ ಗ್ರಾಮದ ರಿ.ಸ.ನಂ.89/4, 5, 6, 93/1, 94/2, 94/4: [502, 691, 599, 757]
notice-body-4: You are hereby warned to appear in this court in person or by a pleader duly instructed on the date of 23rd March 2025 at 11'o clock in the forenoon to show cause against the application failing where in the said application will be heard and determined exparte.: [29, 728, 240, 762]
table-cell: 7,098-00: [319, 1350, 402, 1362]
ad-heading: ಅಲ್ಪಾವಧಿ ಇ-ಟೆಂಡರ್ ಪ್ರಕಟಣೆ: [35, 1253, 135, 1264]
ad-title: ಮುದ್ರಣ, ಲೇಖನ ಸಾಮಗ್ರಿ ಮತ್ತು ಪ್ರಕಟಣೆಗಳ ನಿರ್ದೇಶಕರ ಕಾರ್ಯಾಲಯ, ಸರ್ಕಾರಿ ಕೇಂದ್ರ ಮುದ್ರಣಾಲಯ,: [61, 84, 238, 106]
